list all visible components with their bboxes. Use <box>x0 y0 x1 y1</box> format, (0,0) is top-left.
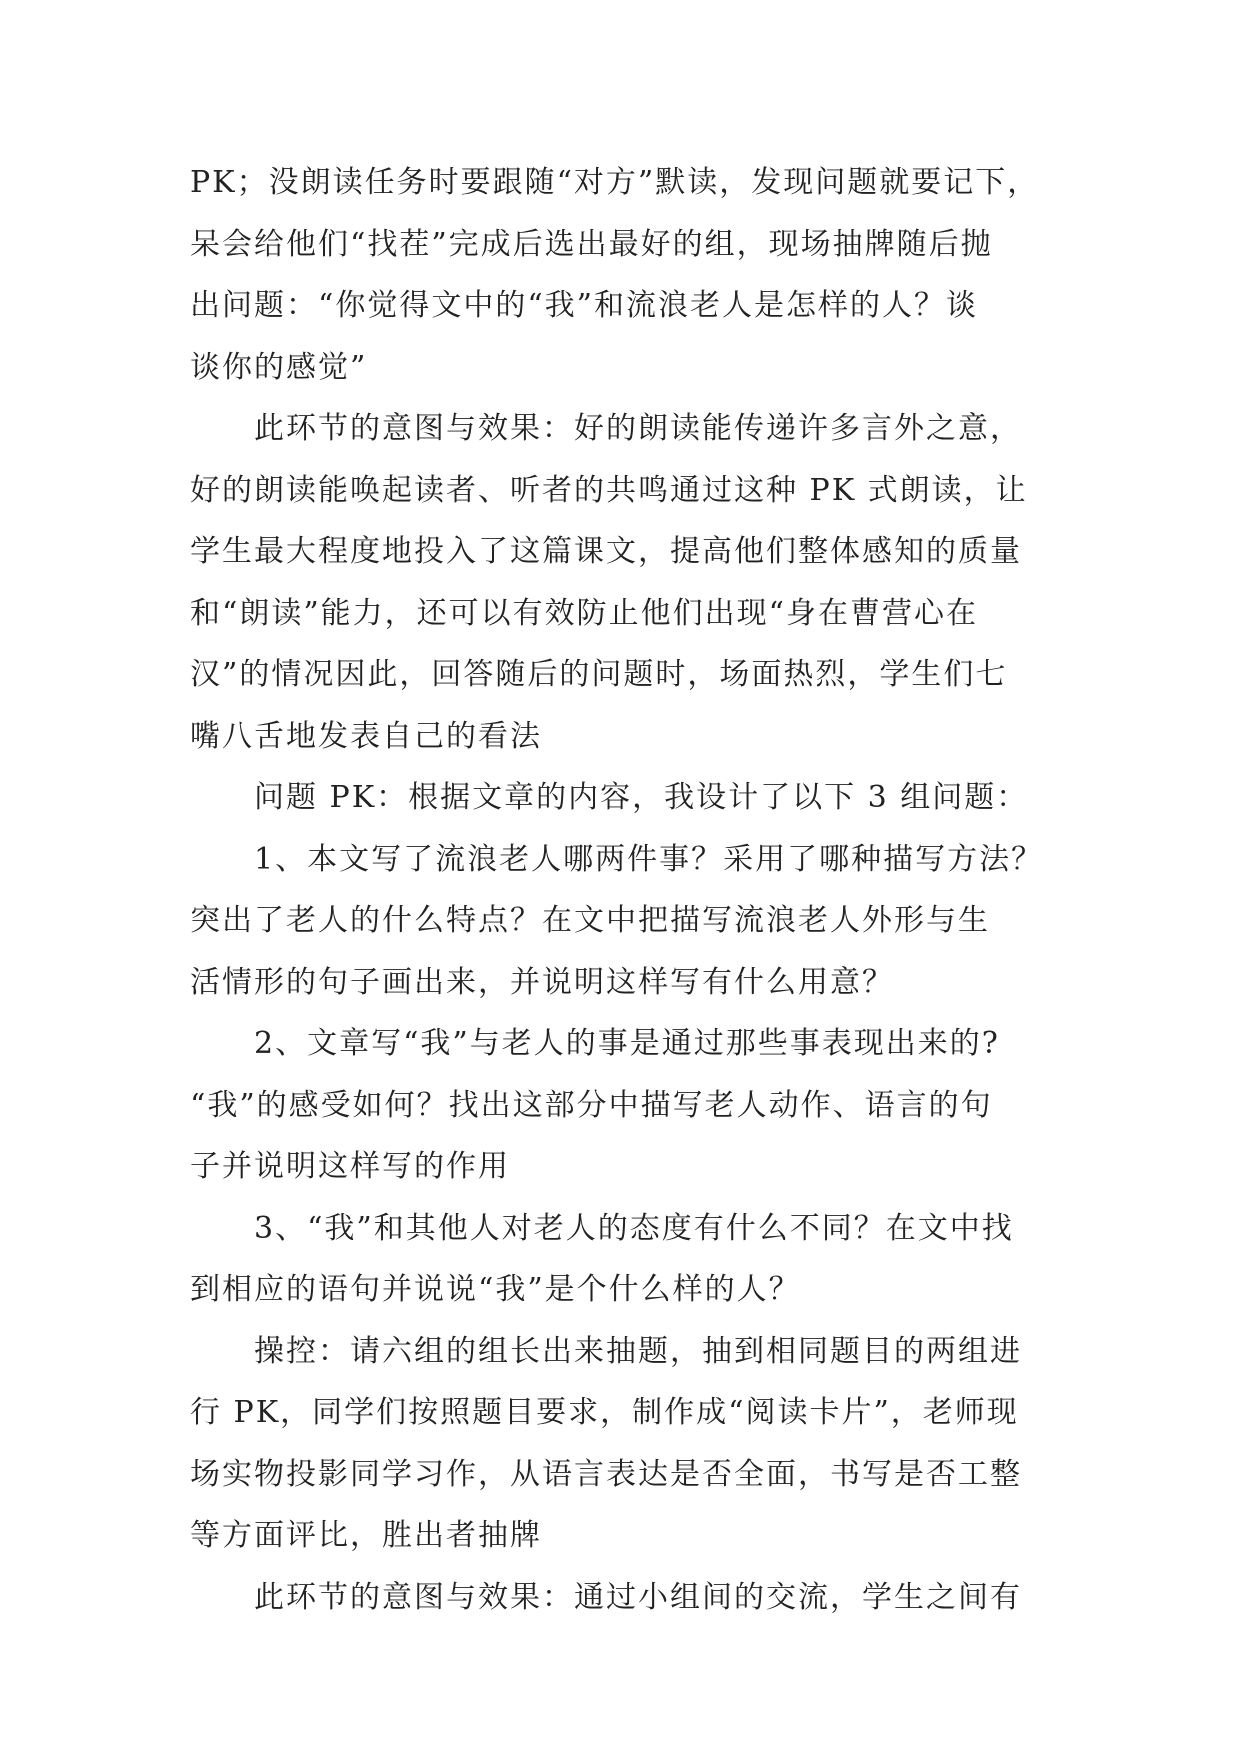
text-line: 活情形的句子画出来，并说明这样写有什么用意？ <box>190 964 894 1000</box>
text-line: 操控：请六组的组长出来抽题，抽到相同题目的两组进 <box>254 1333 1022 1369</box>
text-line: 和“朗读”能力，还可以有效防止他们出现“身在曹营心在 <box>190 595 979 631</box>
text-line: 突出了老人的什么特点？在文中把描写流浪老人外形与生 <box>190 903 990 938</box>
text-line: 问题 PK：根据文章的内容，我设计了以下 3 组问题： <box>254 780 1029 815</box>
text-line: 呆会给他们“找茬”完成后选出最好的组，现场抽牌随后抛 <box>190 226 993 262</box>
document-body <box>190 152 1080 1628</box>
text-line: 子并说明这样写的作用 <box>190 1149 510 1184</box>
text-line: 场实物投影同学习作，从语言表达是否全面，书写是否工整 <box>190 1456 1022 1492</box>
text-line: 2、文章写“我”与老人的事是通过那些事表现出来的? <box>254 1026 1000 1061</box>
text-line: 行 PK，同学们按照题目要求，制作成“阅读卡片”，老师现 <box>190 1395 1019 1430</box>
text-line: 此环节的意图与效果：好的朗读能传递许多言外之意， <box>254 411 1022 446</box>
text-line: 出问题：“你觉得文中的“我”和流浪老人是怎样的人？谈 <box>190 288 979 323</box>
text-line: 学生最大程度地投入了这篇课文，提高他们整体感知的质量 <box>190 534 1022 569</box>
text-line: 到相应的语句并说说“我”是个什么样的人？ <box>190 1272 801 1307</box>
text-line: 此环节的意图与效果：通过小组间的交流，学生之间有 <box>254 1579 1022 1615</box>
text-line: 1、本文写了流浪老人哪两件事？采用了哪种描写方法？ <box>254 841 1044 877</box>
text-line: 汉”的情况因此，回答随后的问题时，场面热烈，学生们七 <box>190 657 1008 692</box>
text-line: PK；没朗读任务时要跟随“对方”默读，发现问题就要记下， <box>190 165 1040 200</box>
text-line: 等方面评比，胜出者抽牌 <box>190 1518 542 1553</box>
text-line: 好的朗读能唤起读者、听者的共鸣通过这种 PK 式朗读，让 <box>190 472 1028 508</box>
text-line: “我”的感受如何？找出这部分中描写老人动作、语言的句 <box>190 1087 993 1123</box>
text-line: 3、“我”和其他人对老人的态度有什么不同？在文中找 <box>254 1210 1014 1246</box>
text-line: 嘴八舌地发表自己的看法 <box>190 718 542 754</box>
text-line: 谈你的感觉” <box>190 349 368 385</box>
